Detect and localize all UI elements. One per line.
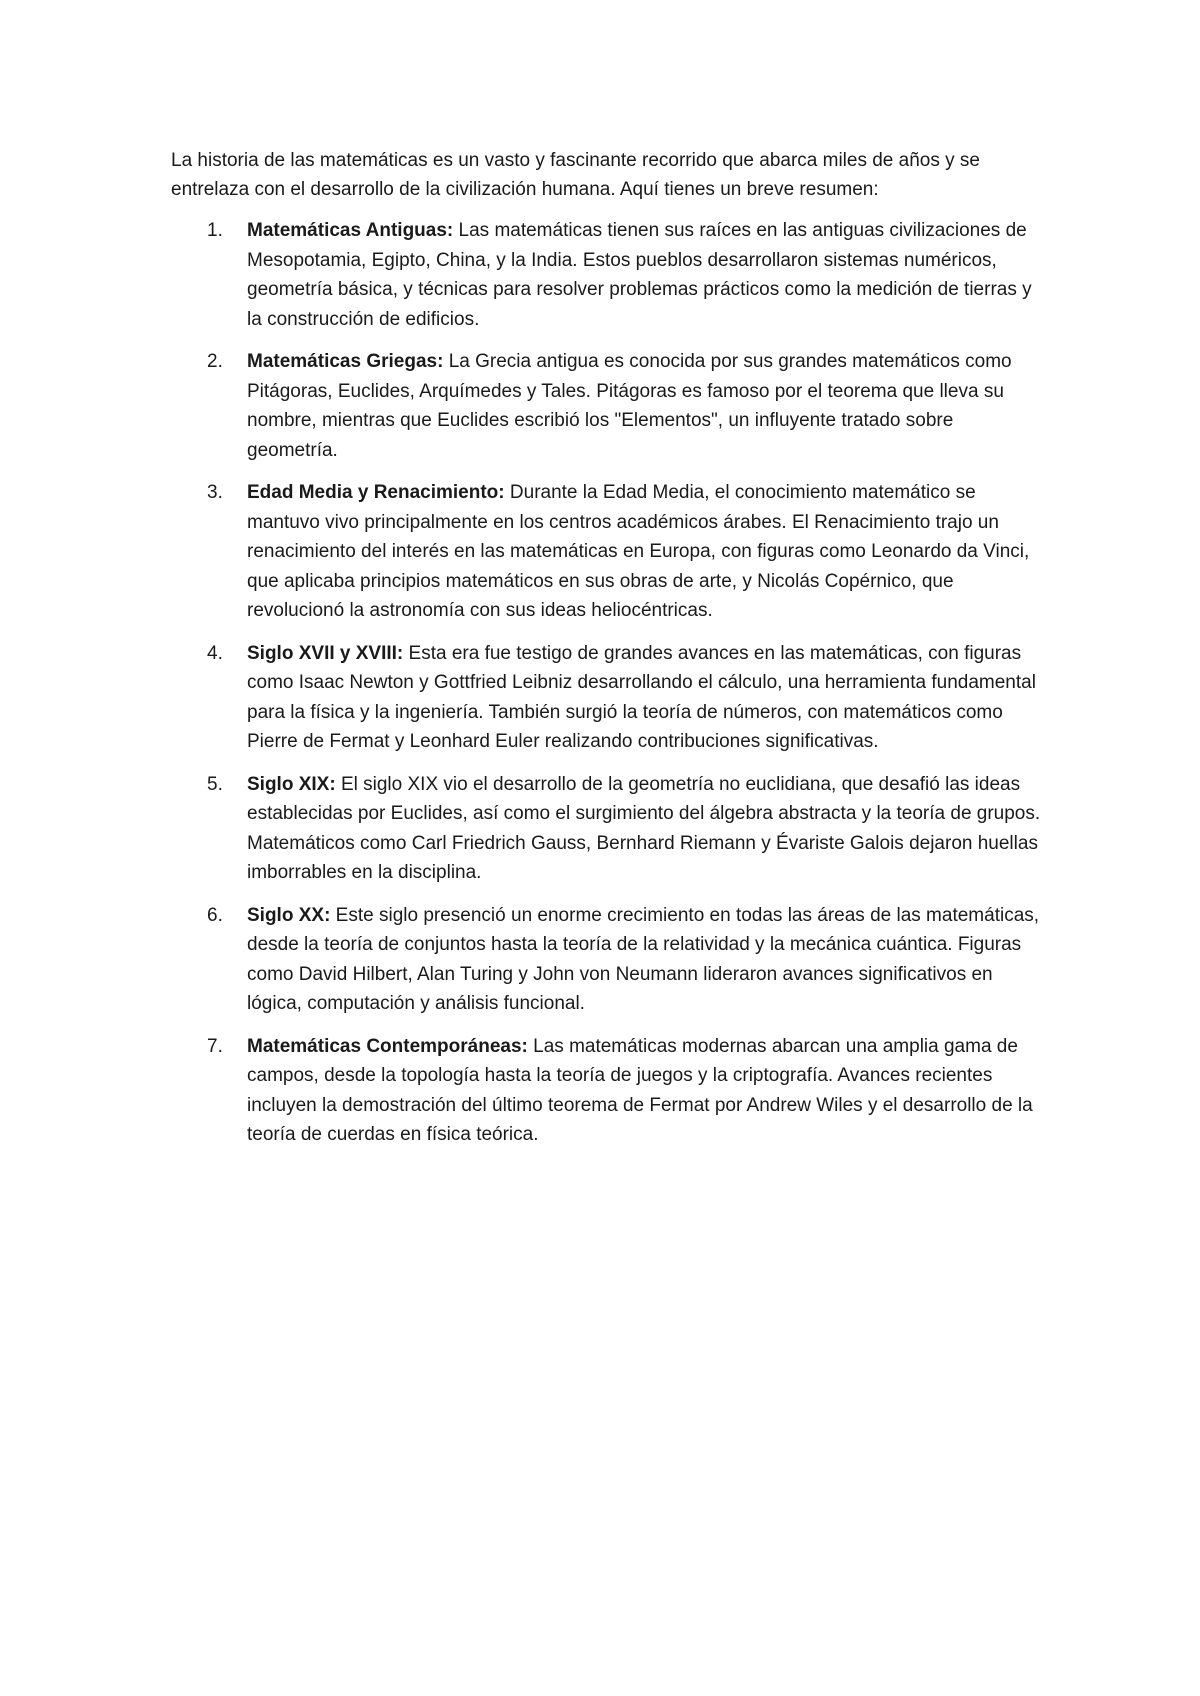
document-page bbox=[171, 146, 1041, 1163]
list-item-title: Matemáticas Contemporáneas: bbox=[247, 1035, 528, 1057]
list-item-title: Matemáticas Antiguas: bbox=[247, 220, 454, 241]
list-item-number: 7. bbox=[207, 1035, 223, 1057]
list-item bbox=[171, 478, 1041, 626]
list-item bbox=[171, 347, 1041, 465]
list-item-title: Siglo XIX: bbox=[247, 773, 336, 795]
list-item-title: Siglo XX: bbox=[247, 904, 331, 926]
list-item-text: El siglo XIX vio el desarrollo de la geometría no euclidiana, que desafió las ideas establecidas por Euclides, así como el surgimiento del álgebra abstracta y la teoría de grupos. Matemáticos como Carl Friedrich Gauss, Bernhard Riemann y Évariste Galois dejaron huellas imborrables en la disciplina. bbox=[247, 773, 1041, 883]
history-list bbox=[171, 216, 1041, 1150]
list-item-text: Las matemáticas tienen sus raíces en las antiguas civilizaciones de Mesopotamia, Egipto, China, y la India. Estos pueblos desarrollaron sistemas numéricos, geometría básica, y técnicas para resolver problemas prácticos como la medición de tierras y la construcción de edificios. bbox=[247, 220, 1032, 330]
list-item-title: Siglo XVII y XVIII: bbox=[247, 642, 404, 664]
intro-paragraph: La historia de las matemáticas es un vasto y fascinante recorrido que abarca miles de años y se entrelaza con el desarrollo de la civilización humana. Aquí tienes un breve resumen: bbox=[171, 150, 980, 200]
list-item-text: Este siglo presenció un enorme crecimiento en todas las áreas de las matemáticas, desde la teoría de conjuntos hasta la teoría de la relatividad y la mecánica cuántica. Figuras como David Hilbert, Alan Turing y John von Neumann lideraron avances significativos en lógica, computación y análisis funcional. bbox=[247, 904, 1040, 1014]
list-item bbox=[171, 639, 1041, 757]
list-item bbox=[171, 216, 1041, 334]
list-item-number: 1. bbox=[207, 220, 223, 241]
list-item-number: 4. bbox=[207, 642, 223, 664]
list-item-number: 6. bbox=[207, 904, 223, 926]
list-item-text: Esta era fue testigo de grandes avances en las matemáticas, con figuras como Isaac Newton y Gottfried Leibniz desarrollando el cálculo, una herramienta fundamental para la física y la ingeniería. También surgió la teoría de números, con matemáticos como Pierre de Fermat y Leonhard Euler realizando contribuciones significativas. bbox=[247, 642, 1036, 752]
list-item bbox=[171, 770, 1041, 888]
list-item-number: 5. bbox=[207, 773, 223, 795]
list-item-title: Edad Media y Renacimiento: bbox=[247, 482, 505, 503]
list-item bbox=[171, 1032, 1041, 1150]
list-item-number: 2. bbox=[207, 351, 223, 372]
list-item-title: Matemáticas Griegas: bbox=[247, 351, 444, 372]
list-item-text: La Grecia antigua es conocida por sus grandes matemáticos como Pitágoras, Euclides, Arquímedes y Tales. Pitágoras es famoso por el teorema que lleva su nombre, mientras que Euclides escribió los "Elementos", un influyente tratado sobre geometría. bbox=[247, 351, 1012, 461]
list-item bbox=[171, 901, 1041, 1019]
list-item-text: Las matemáticas modernas abarcan una amplia gama de campos, desde la topología hasta la teoría de juegos y la criptografía. Avances recientes incluyen la demostración del último teorema de Fermat por Andrew Wiles y el desarrollo de la teoría de cuerdas en física teórica. bbox=[247, 1035, 1033, 1145]
list-item-number: 3. bbox=[207, 482, 223, 503]
list-item-text: Durante la Edad Media, el conocimiento matemático se mantuvo vivo principalmente en los centros académicos árabes. El Renacimiento trajo un renacimiento del interés en las matemáticas en Europa, con figuras como Leonardo da Vinci, que aplicaba principios matemáticos en sus obras de arte, y Nicolás Copérnico, que revolucionó la astronomía con sus ideas heliocéntricas. bbox=[247, 482, 1030, 621]
